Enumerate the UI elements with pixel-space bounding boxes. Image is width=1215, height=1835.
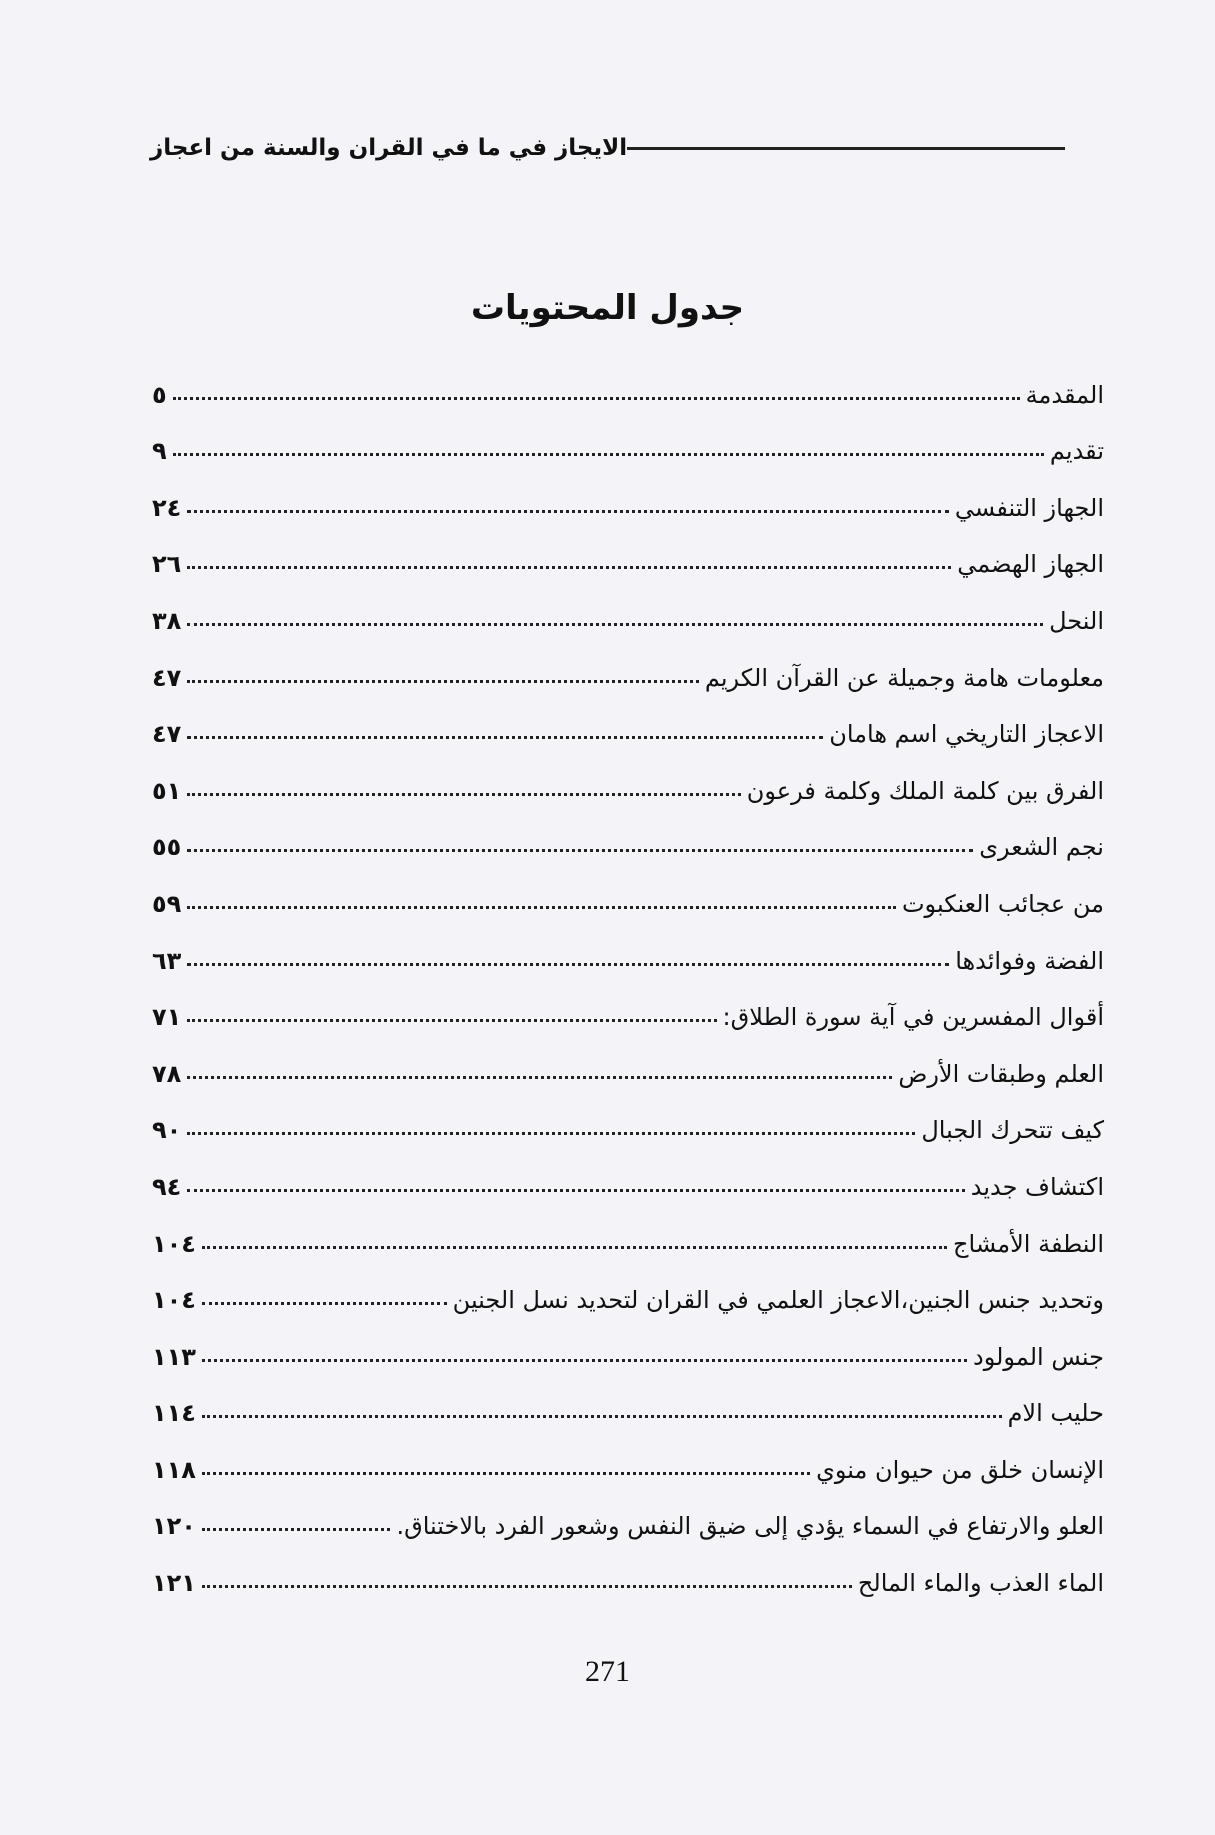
toc-entry-label: الجهاز الهضمي — [957, 550, 1104, 579]
dot-leader — [187, 906, 896, 909]
toc-entry-page: ٤٧ — [152, 663, 182, 692]
table-of-contents — [152, 352, 1104, 1597]
toc-entry — [152, 1540, 1104, 1597]
toc-entry-page: ١١٤ — [152, 1399, 196, 1428]
dot-leader — [202, 1246, 947, 1249]
toc-entry-page: ٢٤ — [152, 493, 182, 522]
dot-leader — [173, 453, 1044, 456]
toc-entry-page: ٥٥ — [152, 833, 182, 862]
dot-leader — [187, 510, 949, 513]
toc-entry-label: العلم وطبقات الأرض — [898, 1059, 1104, 1088]
dot-leader — [202, 1415, 1002, 1418]
toc-entry-page: ٩ — [152, 437, 167, 466]
toc-entry-label: اكتشاف جديد — [970, 1172, 1104, 1201]
dot-leader — [187, 1076, 892, 1079]
toc-entry — [152, 635, 1104, 692]
toc-entry-page: ٣٨ — [152, 606, 182, 635]
toc-entry-page: ٧١ — [152, 1003, 182, 1032]
toc-entry-page: ١٠٤ — [152, 1229, 196, 1258]
toc-entry-page: ١٠٤ — [152, 1286, 196, 1315]
toc-entry-page: ١١٨ — [152, 1455, 196, 1484]
toc-entry — [152, 748, 1104, 805]
toc-entry-label: الماء العذب والماء المالح — [857, 1569, 1104, 1598]
toc-entry-page: ٦٣ — [152, 946, 182, 975]
toc-entry-page: ٧٨ — [152, 1059, 182, 1088]
toc-entry — [152, 522, 1104, 579]
running-header — [150, 128, 1105, 168]
toc-entry-page: ٤٧ — [152, 720, 182, 749]
toc-entry-page: ٩٤ — [152, 1172, 182, 1201]
toc-entry-label: العلو والارتفاع في السماء يؤدي إلى ضيق النفس وشعور الفرد بالاختناق. — [396, 1512, 1104, 1541]
toc-entry — [152, 861, 1104, 918]
dot-leader — [187, 736, 823, 739]
dot-leader — [187, 680, 699, 683]
dot-leader — [187, 793, 740, 796]
dot-leader — [202, 1302, 447, 1305]
toc-entry — [152, 409, 1104, 466]
toc-entry — [152, 1371, 1104, 1428]
page-number: 271 — [585, 1655, 630, 1688]
dot-leader — [173, 397, 1020, 400]
toc-title: جدول المحتويات — [470, 288, 745, 328]
toc-entry-label: كيف تتحرك الجبال — [921, 1116, 1104, 1145]
toc-entry-label: الفرق بين كلمة الملك وكلمة فرعون — [746, 776, 1104, 805]
toc-entry-page: ٢٦ — [152, 550, 182, 579]
toc-entry-label: الجهاز التنفسي — [954, 493, 1104, 522]
toc-entry-page: ٩٠ — [152, 1116, 182, 1145]
toc-entry — [152, 1144, 1104, 1201]
toc-entry-page: ١٢١ — [152, 1569, 196, 1598]
toc-entry — [152, 1088, 1104, 1145]
toc-entry-page: ١١٣ — [152, 1342, 196, 1371]
toc-entry-label: معلومات هامة وجميلة عن القرآن الكريم — [704, 663, 1104, 692]
dot-leader — [202, 1585, 852, 1588]
dot-leader — [187, 1189, 964, 1192]
toc-entry-page: ٥١ — [152, 776, 182, 805]
toc-entry — [152, 918, 1104, 975]
dot-leader — [187, 963, 949, 966]
running-title: الايجاز في ما في القران والسنة من اعجاز — [150, 135, 628, 161]
toc-entry-label: الاعجاز التاريخي اسم هامان — [829, 720, 1104, 749]
dot-leader — [202, 1472, 810, 1475]
toc-entry-label: الفضة وفوائدها — [955, 946, 1104, 975]
dot-leader — [202, 1359, 967, 1362]
toc-entry-label: أقوال المفسرين في آية سورة الطلاق: — [722, 1003, 1104, 1032]
toc-entry — [152, 1258, 1104, 1315]
toc-entry — [152, 1031, 1104, 1088]
toc-entry — [152, 1314, 1104, 1371]
toc-entry-label: نجم الشعرى — [979, 833, 1104, 862]
toc-entry-page: ٥٩ — [152, 889, 182, 918]
toc-entry-label: تقديم — [1049, 437, 1104, 466]
dot-leader — [187, 849, 973, 852]
toc-entry-label: جنس المولود — [973, 1342, 1104, 1371]
toc-entry-page: ٥ — [152, 380, 167, 409]
toc-entry — [152, 1201, 1104, 1258]
toc-entry — [152, 352, 1104, 409]
toc-entry — [152, 975, 1104, 1032]
dot-leader — [187, 1132, 915, 1135]
dot-leader — [187, 623, 1043, 626]
toc-entry-label: النطفة الأمشاج — [953, 1229, 1104, 1258]
toc-entry — [152, 805, 1104, 862]
toc-entry — [152, 578, 1104, 635]
dot-leader — [187, 566, 951, 569]
header-rule — [627, 147, 1065, 150]
toc-entry-label: الإنسان خلق من حيوان منوي — [816, 1455, 1104, 1484]
toc-entry-label: من عجائب العنكبوت — [901, 889, 1104, 918]
toc-entry-label: المقدمة — [1025, 380, 1104, 409]
toc-entry — [152, 465, 1104, 522]
dot-leader — [187, 1019, 716, 1022]
toc-entry-label: النحل — [1049, 606, 1104, 635]
toc-entry-page: ١٢٠ — [152, 1512, 196, 1541]
toc-entry-label: حليب الام — [1007, 1399, 1104, 1428]
toc-entry — [152, 692, 1104, 749]
toc-entry — [152, 1484, 1104, 1541]
toc-entry — [152, 1427, 1104, 1484]
toc-entry-label: وتحديد جنس الجنين،الاعجاز العلمي في القران لتحديد نسل الجنين — [452, 1286, 1104, 1315]
dot-leader — [202, 1528, 391, 1531]
